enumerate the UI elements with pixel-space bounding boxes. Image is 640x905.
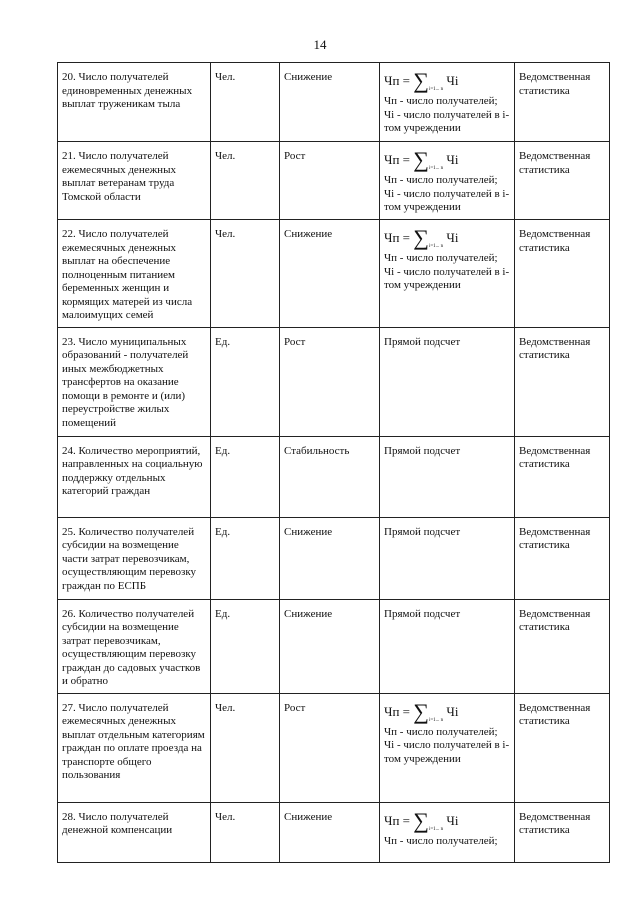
indicator-name: 23. Число муниципальных образований - получателей иных межбюджетных трансфертов на оказание помощи в ремонте и (или) переустройстве жилых помещений (58, 327, 211, 436)
method-cell: Прямой подсчет (380, 599, 515, 693)
indicator-name: 22. Число получателей ежемесячных денежных выплат на обеспечение полноценным питанием беременных женщин и кормящих матерей из числа малоимущих семей (58, 220, 211, 328)
unit-cell: Ед. (211, 436, 280, 517)
sigma-symbol: ∑ (413, 225, 429, 250)
formula-explanation-total: Чп - число получателей; (384, 95, 498, 107)
trend-cell: Рост (280, 142, 380, 220)
formula-explanation-total: Чп - число получателей; (384, 834, 498, 847)
indicators-table (57, 62, 610, 863)
formula (384, 807, 510, 835)
formula-lhs: Чп = (384, 73, 410, 88)
sigma-symbol: ∑ (413, 698, 429, 724)
table-row (58, 517, 610, 599)
trend-cell: Снижение (280, 802, 380, 862)
source-cell: Ведомственная статистика (515, 599, 610, 693)
method-cell (380, 63, 515, 142)
method-cell: Прямой подсчет (380, 327, 515, 436)
trend-cell: Снижение (280, 517, 380, 599)
formula (384, 68, 510, 95)
method-cell (380, 220, 515, 328)
sigma-symbol: ∑ (413, 147, 429, 172)
source-cell: Ведомственная статистика (515, 220, 610, 328)
formula-lhs: Чп = (384, 152, 410, 167)
formula (384, 147, 510, 174)
sigma-symbol: ∑ (413, 807, 429, 833)
table-row (58, 142, 610, 220)
formula-explanation-unit: Чi - число получателей в i-том учреждении (384, 265, 510, 291)
sigma-subscript: i=1... n (428, 244, 444, 249)
sigma-subscript: i=1... n (428, 717, 444, 723)
formula-explanation-unit: Чi - число получателей в i-том учреждении (384, 739, 510, 765)
trend-cell: Рост (280, 327, 380, 436)
formula-rhs: Чi (446, 152, 459, 167)
formula-explanation-total: Чп - число получателей; (384, 252, 498, 264)
source-cell: Ведомственная статистика (515, 327, 610, 436)
formula-lhs: Чп = (384, 703, 410, 719)
indicator-name: 24. Количество мероприятий, направленных на социальную поддержку отдельных категорий граждан (58, 436, 211, 517)
unit-cell: Чел. (211, 802, 280, 862)
source-cell: Ведомственная статистика (515, 436, 610, 517)
sigma-subscript: i=1... n (428, 87, 444, 92)
source-cell: Ведомственная статистика (515, 517, 610, 599)
trend-cell: Снижение (280, 599, 380, 693)
formula-rhs: Чi (446, 812, 459, 828)
trend-cell: Снижение (280, 63, 380, 142)
sigma-subscript: i=1... n (428, 826, 444, 832)
unit-cell: Ед. (211, 599, 280, 693)
formula-lhs: Чп = (384, 230, 410, 245)
table-row (58, 693, 610, 802)
unit-cell: Чел. (211, 220, 280, 328)
unit-cell: Ед. (211, 517, 280, 599)
formula-explanation-total: Чп - число получателей; (384, 174, 498, 186)
table-row (58, 327, 610, 436)
formula (384, 225, 510, 252)
indicator-name: 25. Количество получателей субсидии на возмещение части затрат перевозчикам, осуществляющим перевозку граждан по ЕСПБ (58, 517, 211, 599)
unit-cell: Ед. (211, 327, 280, 436)
trend-cell: Стабильность (280, 436, 380, 517)
indicator-name: 26. Количество получателей субсидии на возмещение затрат перевозчикам, осуществляющим перевозку граждан до садовых участков и обратно (58, 599, 211, 693)
indicator-name: 20. Число получателей единовременных денежных выплат труженикам тыла (58, 63, 211, 142)
unit-cell: Чел. (211, 142, 280, 220)
formula-explanation-total: Чп - число получателей; (384, 725, 498, 738)
source-cell: Ведомственная статистика (515, 802, 610, 862)
table-row (58, 802, 610, 862)
trend-cell: Рост (280, 693, 380, 802)
table-row (58, 63, 610, 142)
sigma-symbol: ∑ (413, 68, 429, 93)
indicator-name: 21. Число получателей ежемесячных денежных выплат ветеранам труда Томской области (58, 142, 211, 220)
method-cell: Прямой подсчет (380, 436, 515, 517)
method-cell (380, 142, 515, 220)
source-cell: Ведомственная статистика (515, 63, 610, 142)
table-row (58, 220, 610, 328)
indicator-name: 28. Число получателей денежной компенсации (58, 802, 211, 862)
formula-rhs: Чi (446, 703, 459, 719)
formula-rhs: Чi (446, 230, 459, 245)
formula-rhs: Чi (446, 73, 459, 88)
table-row (58, 599, 610, 693)
method-cell: Прямой подсчет (380, 517, 515, 599)
formula-explanation-unit: Чi - число получателей в i-том учреждении (384, 108, 510, 134)
sigma-subscript: i=1... n (428, 166, 444, 171)
formula-lhs: Чп = (384, 812, 410, 828)
source-cell: Ведомственная статистика (515, 142, 610, 220)
unit-cell: Чел. (211, 693, 280, 802)
indicator-name: 27. Число получателей ежемесячных денежных выплат отдельным категориям граждан по оплате проезда на транспорте общего пользования (58, 693, 211, 802)
source-cell: Ведомственная статистика (515, 693, 610, 802)
formula-explanation-unit: Чi - число получателей в i-том учреждении (384, 187, 510, 213)
formula (384, 698, 510, 726)
method-cell (380, 693, 515, 802)
method-cell (380, 802, 515, 862)
page-number: 14 (313, 37, 327, 52)
table-row (58, 436, 610, 517)
unit-cell: Чел. (211, 63, 280, 142)
trend-cell: Снижение (280, 220, 380, 328)
